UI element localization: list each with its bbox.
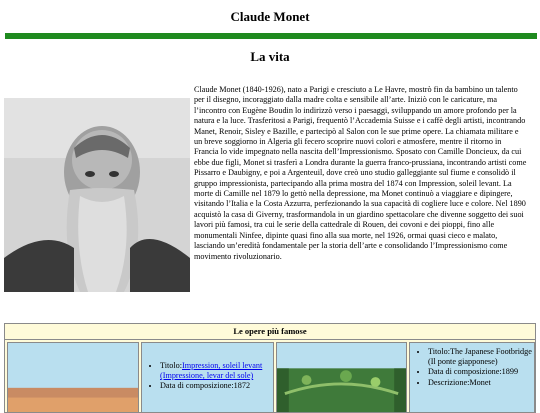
work-date-item (160, 381, 272, 391)
works-table-caption: Le opere più famose (5, 324, 535, 340)
work-title-item (160, 361, 272, 381)
portrait-illustration (4, 98, 190, 292)
work-title-link[interactable]: Impression, soleil levant (Impressione, levar del sole) (160, 361, 263, 381)
work-date-label: Data di composizione: (160, 381, 234, 391)
section-title: La vita (250, 49, 290, 64)
work-details-list-1 (148, 361, 272, 392)
work-author-item (428, 378, 535, 388)
work-title-label: Titolo: (160, 361, 182, 370)
work-title-item (428, 347, 535, 367)
site-title: Claude Monet (230, 9, 310, 24)
work-title-label: Titolo: (428, 347, 450, 356)
work-date-value: 1899 (501, 367, 519, 377)
work-details-cell-2 (409, 342, 535, 413)
work-author-label: Descrizione: (428, 377, 470, 387)
work-date-label: Data di composizione: (428, 367, 502, 377)
work-image-cell-2 (276, 342, 407, 413)
work-date-item (428, 367, 535, 377)
work-details-list-2 (416, 347, 535, 388)
work-title-value: The Japanese Footbridge (Il ponte giapponese) (428, 347, 532, 367)
works-row (5, 340, 535, 413)
work-author-value: Monet (469, 377, 491, 387)
work-image-cell-1 (7, 342, 139, 413)
famous-works-table (4, 323, 536, 413)
japanese-footbridge-thumbnail (277, 343, 406, 413)
biography-text: Claude Monet (1840-1926), nato a Parigi e cresciuto a Le Havre, mostrò fin da bambino un talento per il disegno, incoraggiato dalla madre colta e sensibile all’arte. Iniziò con le caricature, ma l’incontro con Eugène Boudin lo indirizzò verso i paesaggi, sviluppando un amore profondo per la natura e la luce. Trasferitosi a Parigi, frequentò l’Accademia Suisse e i caffè degli artisti, incontrando Manet, Renoir, Sisley e Bazille, e partecipò al Salon con le sue prime opere. La chiamata militare e un breve soggiorno in Algeria gli fecero scoprire nuovi colori e atmosfere, mentre il ritorno in Francia lo vide impegnato nella nascita dell’Impressionismo. Sposato con Camille Doncieux, da cui ebbe due figli, Monet si trasferì a Londra durante la guerra franco-prussiana, incontrando artisti come Pissarro e Daubigny, e poi a Argenteuil, dove creò uno studio galleggiante sul fiume e consolidò il gruppo impressionista, partecipando alla prima mostra del 1874 con Impression, soleil levant. La morte di Camille nel 1879 lo gettò nella depressione, ma Monet continuò a viaggiare e dipingere, visitando l’Italia e la Costa Azzurra, perfezionando la sua capacità di cogliere luce e colore. Nel 1890 acquistò la casa di Giverny, trasformandola in un giardino spettacolare che divenne soggetto dei suoi lavori più famosi, tra cui le serie della cattedrale di Rouen, dei covoni e dei pioppi, fino alle monumentali Ninfee, dipinte quasi fino alla sua morte, nel 1926, ormai quasi cieco e malato, lasciando un’eredità fondamentale per la storia dell’arte e consolidando l’Impressionismo come movimento rivoluzionario. (194, 85, 527, 261)
work-date-value: 1872 (233, 381, 251, 391)
header-divider (5, 33, 537, 39)
monet-portrait-image (4, 98, 190, 292)
impression-sunrise-thumbnail (8, 343, 138, 413)
work-details-cell-1 (141, 342, 274, 413)
